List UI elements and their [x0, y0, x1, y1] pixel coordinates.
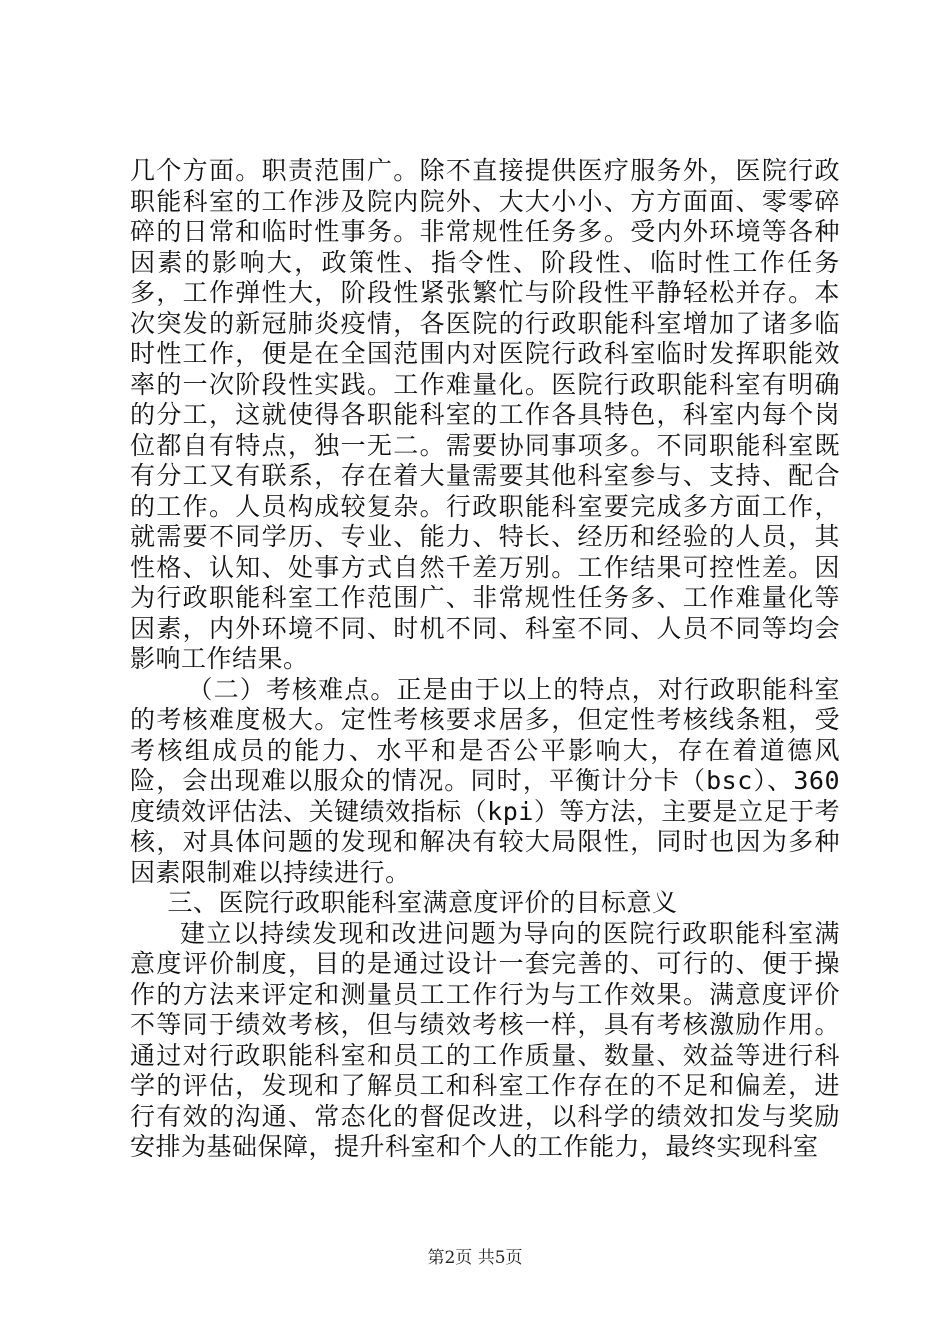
document-body — [130, 156, 840, 1163]
paragraph-assessment-difficulties: （二）考核难点。正是由于以上的特点，对行政职能科室的考核难度极大。定性考核要求居多，但定性考核线条粗，受考核组成员的能力、水平和是否公平影响大，存在着道德风险，会出现难以服众的情况。同时，平衡计分卡（bsc）、360度绩效评估法、关键绩效指标（kpi）等方法，主要是立足于考核，对具体问题的发现和解决有较大局限性，同时也因为多种因素限制难以持续进行。 — [130, 674, 840, 887]
paragraph-evaluation-system: 建立以持续发现和改进问题为导向的医院行政职能科室满意度评价制度，目的是通过设计一套完善的、可行的、便于操作的方法来评定和测量员工工作行为与工作效果。满意度评价不等同于绩效考核，但与绩效考核一样，具有考核激励作用。通过对行政职能科室和员工的工作质量、数量、效益等进行科学的评估，发现和了解员工和科室工作存在的不足和偏差，进行有效的沟通、常态化的督促改进，以科学的绩效扣发与奖励安排为基础保障，提升科室和个人的工作能力，最终实现科室 — [130, 918, 840, 1161]
section-heading-objectives: 三、医院行政职能科室满意度评价的目标意义 — [167, 888, 678, 917]
paragraph-responsibilities: 几个方面。职责范围广。除不直接提供医疗服务外，医院行政职能科室的工作涉及院内院外、大大小小、方方面面、零零碎碎的日常和临时性事务。非常规性任务多。受内外环境等各种因素的影响大，政策性、指令性、阶段性、临时性工作任务多，工作弹性大，阶段性紧张繁忙与阶段性平静轻松并存。本次突发的新冠肺炎疫情，各医院的行政职能科室增加了诸多临时性工作，便是在全国范围内对医院行政科室临时发挥职能效率的一次阶段性实践。工作难量化。医院行政职能科室有明确的分工，这就使得各职能科室的工作各具特色，科室内每个岗位都自有特点，独一无二。需要协同事项多。不同职能科室既有分工又有联系，存在着大量需要其他科室参与、支持、配合的工作。人员构成较复杂。行政职能科室要完成多方面工作，就需要不同学历、专业、能力、特长、经历和经验的人员，其性格、认知、处事方式自然千差万别。工作结果可控性差。因为行政职能科室工作范围广、非常规性任务多、工作难量化等因素，内外环境不同、时机不同、科室不同、人员不同等均会影响工作结果。 — [130, 156, 840, 673]
page-footer: 第2页 共5页 — [427, 1248, 523, 1268]
